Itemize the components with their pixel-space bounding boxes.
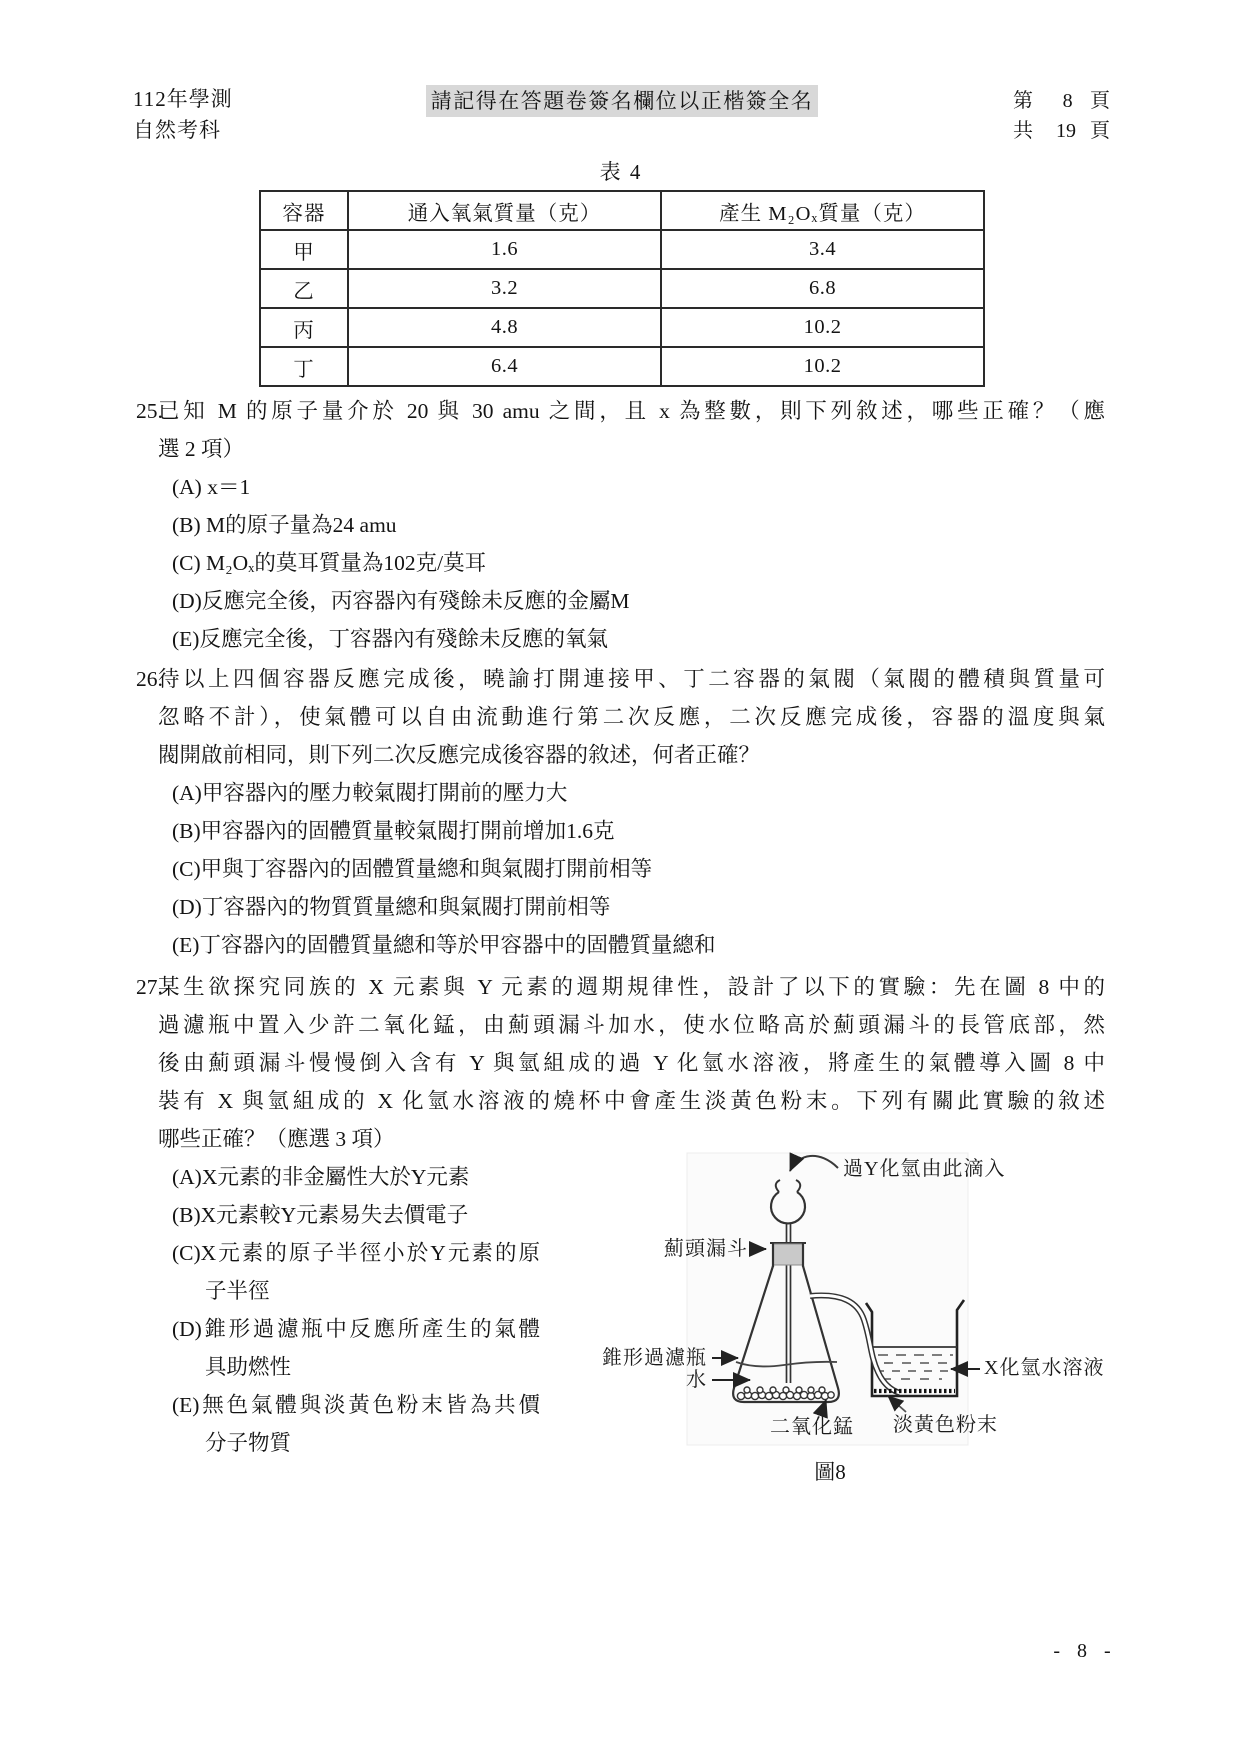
- page-footer: - 8 -: [1053, 1640, 1117, 1662]
- option-row: (A)甲容器內的壓力較氣閥打開前的壓力大: [172, 781, 568, 805]
- question-25: [136, 392, 1116, 658]
- figure-label-flask: 錐形過濾瓶: [602, 1347, 707, 1369]
- table-cell: 甲: [260, 230, 348, 269]
- table-header-row: [260, 191, 984, 230]
- figure-label-funnel: 薊頭漏斗: [664, 1238, 748, 1260]
- table-row: [260, 269, 984, 308]
- option-row: (C) M₂Oₓ的莫耳質量為102克/莫耳: [172, 551, 487, 575]
- option-row: (B)X元素較Y元素易失去價電子: [172, 1203, 469, 1227]
- table-cell: 1.6: [348, 230, 661, 269]
- question-number: 26.: [136, 667, 163, 691]
- option-continuation: 分子物質: [205, 1431, 292, 1455]
- page-total: 共 19 頁: [1013, 120, 1110, 142]
- option-row: (C)X元素的原子半徑小於Y元素的原: [172, 1241, 540, 1265]
- option-row: (D)反應完全後，丙容器內有殘餘未反應的金屬M: [172, 589, 630, 613]
- stem-line: 待以上四個容器反應完成後，曉諭打開連接甲、丁二容器的氣閥（氣閥的體積與質量可: [158, 667, 1105, 691]
- stem-line: 裝有 X 與氫組成的 X 化氫水溶液的燒杯中會產生淡黃色粉末。下列有關此實驗的敘述: [158, 1089, 1105, 1113]
- table-cell: 乙: [260, 269, 348, 308]
- option-row: (C)甲與丁容器內的固體質量總和與氣閥打開前相等: [172, 857, 653, 881]
- exam-title: 112年學測: [133, 87, 233, 111]
- option-continuation: 子半徑: [205, 1279, 270, 1303]
- table-title: 表 4: [599, 160, 643, 184]
- col-header-product-mass: 產生 M₂Oₓ質量（克）: [661, 191, 984, 230]
- stem-line: 閥開啟前相同，則下列二次反應完成後容器的敘述，何者正確？: [158, 743, 761, 767]
- subject-title: 自然考科: [133, 118, 221, 142]
- table-row: [260, 347, 984, 386]
- table-row: [260, 308, 984, 347]
- table-cell: 丙: [260, 308, 348, 347]
- figure-8: [600, 1150, 1120, 1495]
- question-26: [136, 660, 1116, 964]
- table-cell: 10.2: [661, 308, 984, 347]
- table-cell: 3.4: [661, 230, 984, 269]
- option-row: (A) x＝1: [172, 475, 251, 499]
- figure-caption: 圖8: [814, 1460, 846, 1484]
- option-row: (E)丁容器內的固體質量總和等於甲容器中的固體質量總和: [172, 933, 716, 957]
- table-4: [259, 190, 985, 387]
- option-row: (E)無色氣體與淡黃色粉末皆為共價: [172, 1393, 540, 1417]
- option-row: (E)反應完全後，丁容器內有殘餘未反應的氧氣: [172, 627, 608, 651]
- stem-line: 後由薊頭漏斗慢慢倒入含有 Y 與氫組成的過 Y 化氫水溶液，將產生的氣體導入圖 8 中: [158, 1051, 1105, 1075]
- table-cell: 4.8: [348, 308, 661, 347]
- stem-line: 選 2 項）: [158, 437, 245, 461]
- table-cell: 10.2: [661, 347, 984, 386]
- signature-notice: 請記得在答題卷簽名欄位以正楷簽全名: [426, 85, 818, 117]
- question-number: 25.: [136, 399, 163, 423]
- apparatus-illustration: [600, 1150, 1120, 1495]
- question-stem: [158, 392, 1105, 468]
- question-stem: [158, 660, 1105, 774]
- option-row: (D)丁容器內的物質質量總和與氣閥打開前相等: [172, 895, 611, 919]
- stem-line: 某生欲探究同族的 X 元素與 Y 元素的週期規律性，設計了以下的實驗：先在圖 8 中的: [158, 975, 1105, 999]
- table-cell: 丁: [260, 347, 348, 386]
- option-row: (B) M的原子量為24 amu: [172, 513, 397, 537]
- figure-label-water: 水: [686, 1369, 707, 1391]
- table-cell: 6.4: [348, 347, 661, 386]
- col-header-oxygen-mass: 通入氧氣質量（克）: [348, 191, 661, 230]
- question-options: [172, 468, 1116, 658]
- flask-neck-stopper-icon: [770, 1243, 806, 1267]
- option-row: (A)X元素的非金屬性大於Y元素: [172, 1165, 470, 1189]
- table-cell: 3.2: [348, 269, 661, 308]
- figure-label-solution: X化氫水溶液: [984, 1357, 1105, 1379]
- question-number: 27.: [136, 975, 163, 999]
- option-row: (B)甲容器內的固體質量較氣閥打開前增加1.6克: [172, 819, 615, 843]
- col-header-container: 容器: [260, 191, 348, 230]
- table-cell: 6.8: [661, 269, 984, 308]
- figure-label-powder: 淡黃色粉末: [893, 1414, 998, 1436]
- question-options: [172, 1158, 540, 1462]
- stem-line: 已知 M 的原子量介於 20 與 30 amu 之間，且 x 為整數，則下列敘述，哪些正確？（應: [158, 399, 1105, 423]
- table-row: [260, 230, 984, 269]
- option-row: (D)錐形過濾瓶中反應所產生的氣體: [172, 1317, 540, 1341]
- option-continuation: 具助燃性: [205, 1355, 292, 1379]
- stem-line: 哪些正確？（應選 3 項）: [158, 1127, 395, 1151]
- figure-label-mno2: 二氧化錳: [770, 1416, 854, 1438]
- question-options: [172, 774, 1116, 964]
- stem-line: 過濾瓶中置入少許二氧化錳，由薊頭漏斗加水，使水位略高於薊頭漏斗的長管底部，然: [158, 1013, 1105, 1037]
- stem-line: 忽略不計），使氣體可以自由流動進行第二次反應，二次反應完成後，容器的溫度與氣: [158, 705, 1105, 729]
- header-page-numbers: [1013, 86, 1110, 146]
- figure-label-drip: 過Y化氫由此滴入: [843, 1158, 1006, 1180]
- question-stem: [158, 968, 1105, 1158]
- page-current: 第 8 頁: [1013, 90, 1110, 112]
- header-left: [133, 84, 233, 146]
